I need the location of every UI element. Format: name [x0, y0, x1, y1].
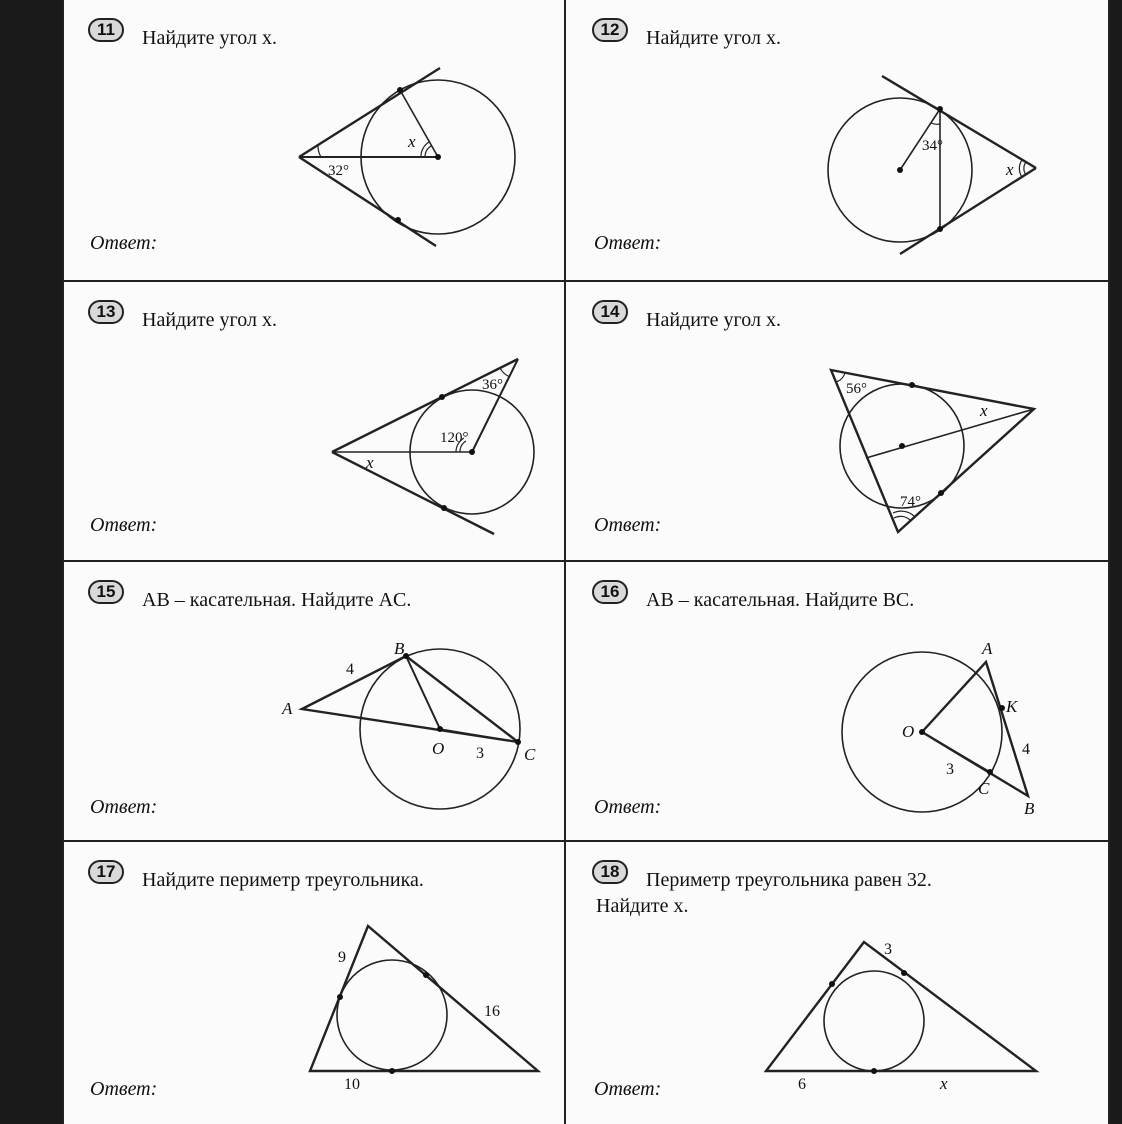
point-label: A: [282, 699, 293, 718]
angle-label: 120°: [440, 430, 469, 446]
answer-label: Ответ:: [594, 514, 662, 536]
problem-11: [62, 0, 564, 280]
figure-15: [62, 562, 564, 842]
problem-13: [62, 282, 564, 562]
figure-11: [62, 0, 564, 280]
figure-16: [566, 562, 1068, 842]
point-label: O: [902, 722, 915, 741]
problem-number: 18: [592, 860, 628, 884]
angle-label: 34°: [922, 138, 943, 154]
problem-text: Найдите угол x.: [142, 309, 277, 331]
problem-number: 15: [88, 580, 124, 604]
point-label: A: [982, 639, 993, 658]
problem-text: Найдите угол x.: [646, 309, 781, 331]
unknown-label: x: [940, 1074, 948, 1093]
point-label: C: [524, 745, 536, 764]
problem-16: [566, 562, 1068, 842]
angle-label: 32°: [328, 163, 349, 179]
point-label: K: [1006, 697, 1018, 716]
segment-label: 4: [346, 661, 354, 678]
figure-14: [566, 282, 1068, 562]
problem-text-line2: Найдите x.: [596, 895, 689, 917]
unknown-label: x: [1006, 160, 1014, 179]
unknown-label: x: [408, 132, 416, 151]
unknown-label: x: [366, 453, 374, 472]
answer-label: Ответ:: [90, 1078, 158, 1100]
angle-label: 74°: [900, 494, 921, 510]
answer-label: Ответ:: [90, 232, 158, 254]
problem-number: 17: [88, 860, 124, 884]
answer-label: Ответ:: [90, 796, 158, 818]
problem-number: 16: [592, 580, 628, 604]
worksheet: [62, 0, 1110, 1124]
point-label: C: [978, 779, 990, 798]
segment-label: 16: [484, 1003, 500, 1020]
segment-label: 3: [476, 745, 484, 762]
problem-number: 12: [592, 18, 628, 42]
figure-18: [566, 842, 1068, 1124]
problem-18: [566, 842, 1068, 1122]
point-label: O: [432, 739, 445, 758]
problem-17: [62, 842, 564, 1122]
figure-17: [62, 842, 564, 1124]
problem-text: Найдите угол x.: [646, 27, 781, 49]
unknown-label: x: [980, 401, 988, 420]
segment-label: 4: [1022, 741, 1030, 758]
answer-label: Ответ:: [594, 232, 662, 254]
problem-text: Периметр треугольника равен 32.: [646, 869, 932, 891]
angle-label: 36°: [482, 377, 503, 393]
problem-12: [566, 0, 1068, 280]
segment-label: 10: [344, 1076, 360, 1093]
point-label: B: [1024, 799, 1035, 818]
point-label: B: [394, 639, 405, 658]
answer-label: Ответ:: [594, 796, 662, 818]
problem-14: [566, 282, 1068, 562]
problem-text: Найдите угол x.: [142, 27, 277, 49]
answer-label: Ответ:: [594, 1078, 662, 1100]
problem-number: 14: [592, 300, 628, 324]
problem-text: AB – касательная. Найдите BC.: [646, 589, 915, 611]
segment-label: 9: [338, 949, 346, 966]
problem-number: 13: [88, 300, 124, 324]
segment-label: 3: [884, 941, 892, 958]
problem-text: Найдите периметр треугольника.: [142, 869, 424, 891]
problem-text: AB – касательная. Найдите AC.: [142, 589, 412, 611]
figure-13: [62, 282, 564, 562]
answer-label: Ответ:: [90, 514, 158, 536]
segment-label: 3: [946, 761, 954, 778]
problem-15: [62, 562, 564, 842]
figure-12: [566, 0, 1068, 280]
angle-label: 56°: [846, 381, 867, 397]
segment-label: 6: [798, 1076, 806, 1093]
problem-number: 11: [88, 18, 124, 42]
